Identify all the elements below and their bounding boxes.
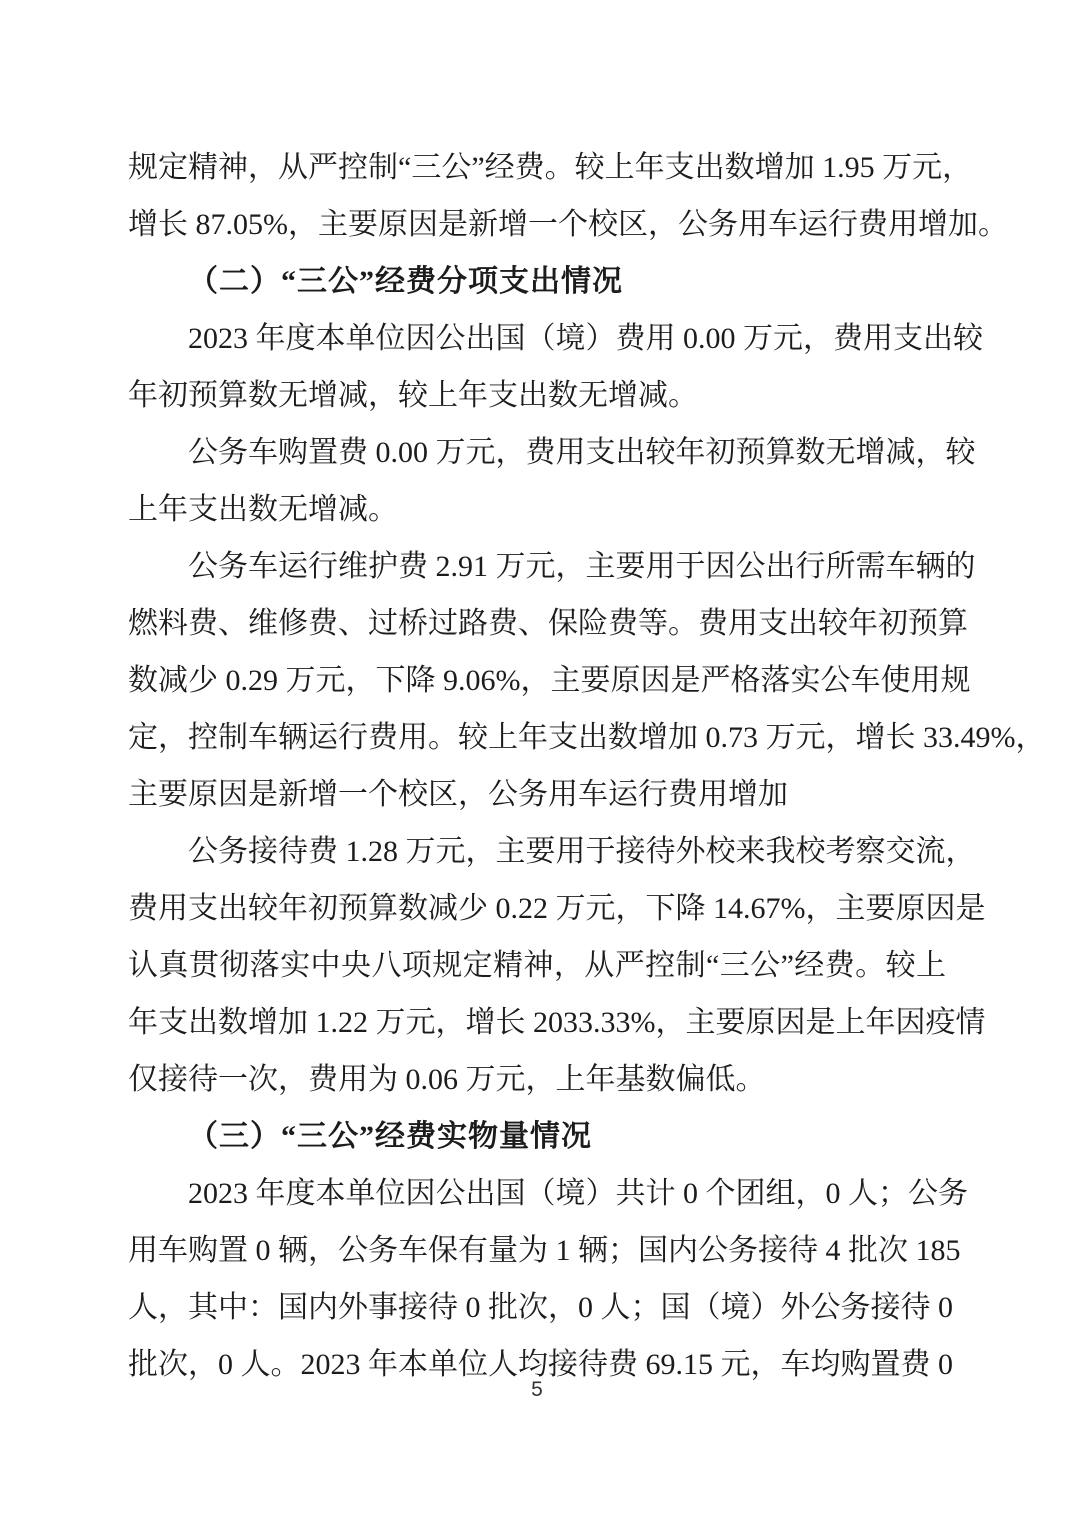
section-heading: （二）“三公”经费分项支出情况: [188, 265, 623, 298]
paragraph-line: 规定精神，从严控制“三公”经费。较上年支出数增加 1.95 万元，: [128, 151, 973, 184]
paragraph-line: 公务车运行维护费 2.91 万元，主要用于因公出行所需车辆的: [188, 550, 976, 583]
paragraph-line: 公务车购置费 0.00 万元，费用支出较年初预算数无增减，较: [188, 436, 976, 469]
paragraph-line: 燃料费、维修费、过桥过路费、保险费等。费用支出较年初预算: [128, 607, 968, 640]
paragraph-line: 仅接待一次，费用为 0.06 万元，上年基数偏低。: [128, 1063, 766, 1096]
page-number: 5: [531, 1378, 543, 1401]
paragraph-line: 2023 年度本单位因公出国（境）共计 0 个团组，0 人；公务: [188, 1177, 968, 1210]
paragraph-line: 用车购置 0 辆，公务车保有量为 1 辆；国内公务接待 4 批次 185: [128, 1234, 961, 1267]
paragraph-line: 认真贯彻落实中央八项规定精神，从严控制“三公”经费。较上: [128, 949, 946, 982]
paragraph-line: 批次，0 人。2023 年本单位人均接待费 69.15 元，车均购置费 0: [128, 1348, 953, 1381]
paragraph-line: 2023 年度本单位因公出国（境）费用 0.00 万元，费用支出较: [188, 322, 983, 355]
paragraph-line: 数减少 0.29 万元，下降 9.06%，主要原因是严格落实公车使用规: [128, 664, 971, 697]
page-footer: [0, 1378, 1074, 1402]
paragraph-line: 公务接待费 1.28 万元，主要用于接待外校来我校考察交流，: [188, 835, 976, 868]
paragraph-line: 人，其中：国内外事接待 0 批次，0 人；国（境）外公务接待 0: [128, 1291, 953, 1324]
paragraph-line: 费用支出较年初预算数减少 0.22 万元，下降 14.67%，主要原因是: [128, 892, 986, 925]
paragraph-line: 增长 87.05%，主要原因是新增一个校区，公务用车运行费用增加。: [128, 208, 1008, 241]
paragraph-line: 上年支出数无增减。: [128, 493, 398, 526]
section-heading: （三）“三公”经费实物量情况: [188, 1120, 592, 1153]
document-body: [128, 139, 1046, 1393]
paragraph-line: 定，控制车辆运行费用。较上年支出数增加 0.73 万元，增长 33.49%，: [128, 721, 1046, 754]
paragraph-line: 主要原因是新增一个校区，公务用车运行费用增加: [128, 778, 788, 811]
paragraph-line: 年支出数增加 1.22 万元，增长 2033.33%，主要原因是上年因疫情: [128, 1006, 986, 1039]
paragraph-line: 年初预算数无增减，较上年支出数无增减。: [128, 379, 698, 412]
